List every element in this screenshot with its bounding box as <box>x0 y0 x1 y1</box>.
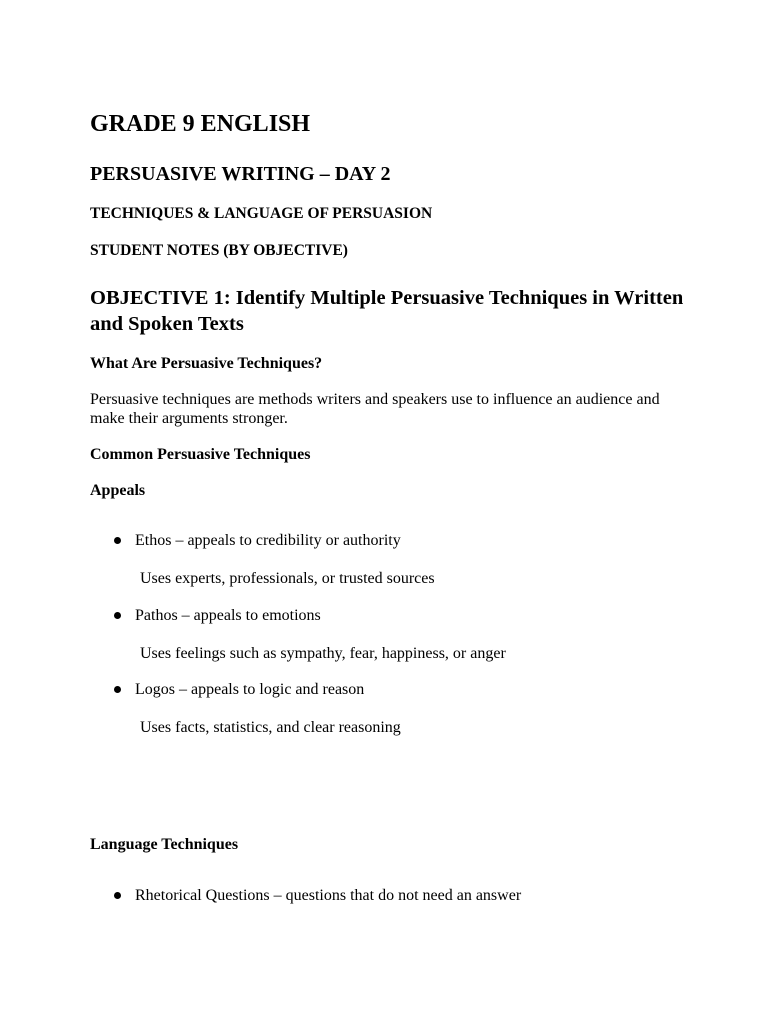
bullet-icon <box>114 612 121 619</box>
notes-label: STUDENT NOTES (BY OBJECTIVE) <box>90 242 348 259</box>
language-heading: Language Techniques <box>90 836 239 853</box>
bullet-icon <box>114 892 121 899</box>
objective-heading: OBJECTIVE 1: Identify Multiple Persuasive Techniques in Written and Spoken Texts <box>90 287 684 335</box>
section-heading-what: What Are Persuasive Techniques? <box>90 355 323 372</box>
list-item-label: Pathos – appeals to emotions <box>135 607 321 624</box>
topic-heading: TECHNIQUES & LANGUAGE OF PERSUASION <box>90 205 433 222</box>
list-item-label: Rhetorical Questions – questions that do not need an answer <box>135 887 522 904</box>
list-item-detail: Uses feelings such as sympathy, fear, happiness, or anger <box>140 645 506 662</box>
section-heading-common: Common Persuasive Techniques <box>90 446 311 463</box>
list-item-label: Ethos – appeals to credibility or authority <box>135 532 401 549</box>
bullet-icon <box>114 686 121 693</box>
document-title: GRADE 9 ENGLISH <box>90 111 311 137</box>
bullet-icon <box>114 537 121 544</box>
list-item-detail: Uses experts, professionals, or trusted sources <box>140 570 435 587</box>
section-body-what: Persuasive techniques are methods writers and speakers use to influence an audience and make their arguments stronger. <box>90 391 660 427</box>
list-item-label: Logos – appeals to logic and reason <box>135 681 365 698</box>
list-item-detail: Uses facts, statistics, and clear reasoning <box>140 719 401 736</box>
document-subtitle: PERSUASIVE WRITING – DAY 2 <box>90 163 391 185</box>
appeals-heading: Appeals <box>90 482 146 499</box>
